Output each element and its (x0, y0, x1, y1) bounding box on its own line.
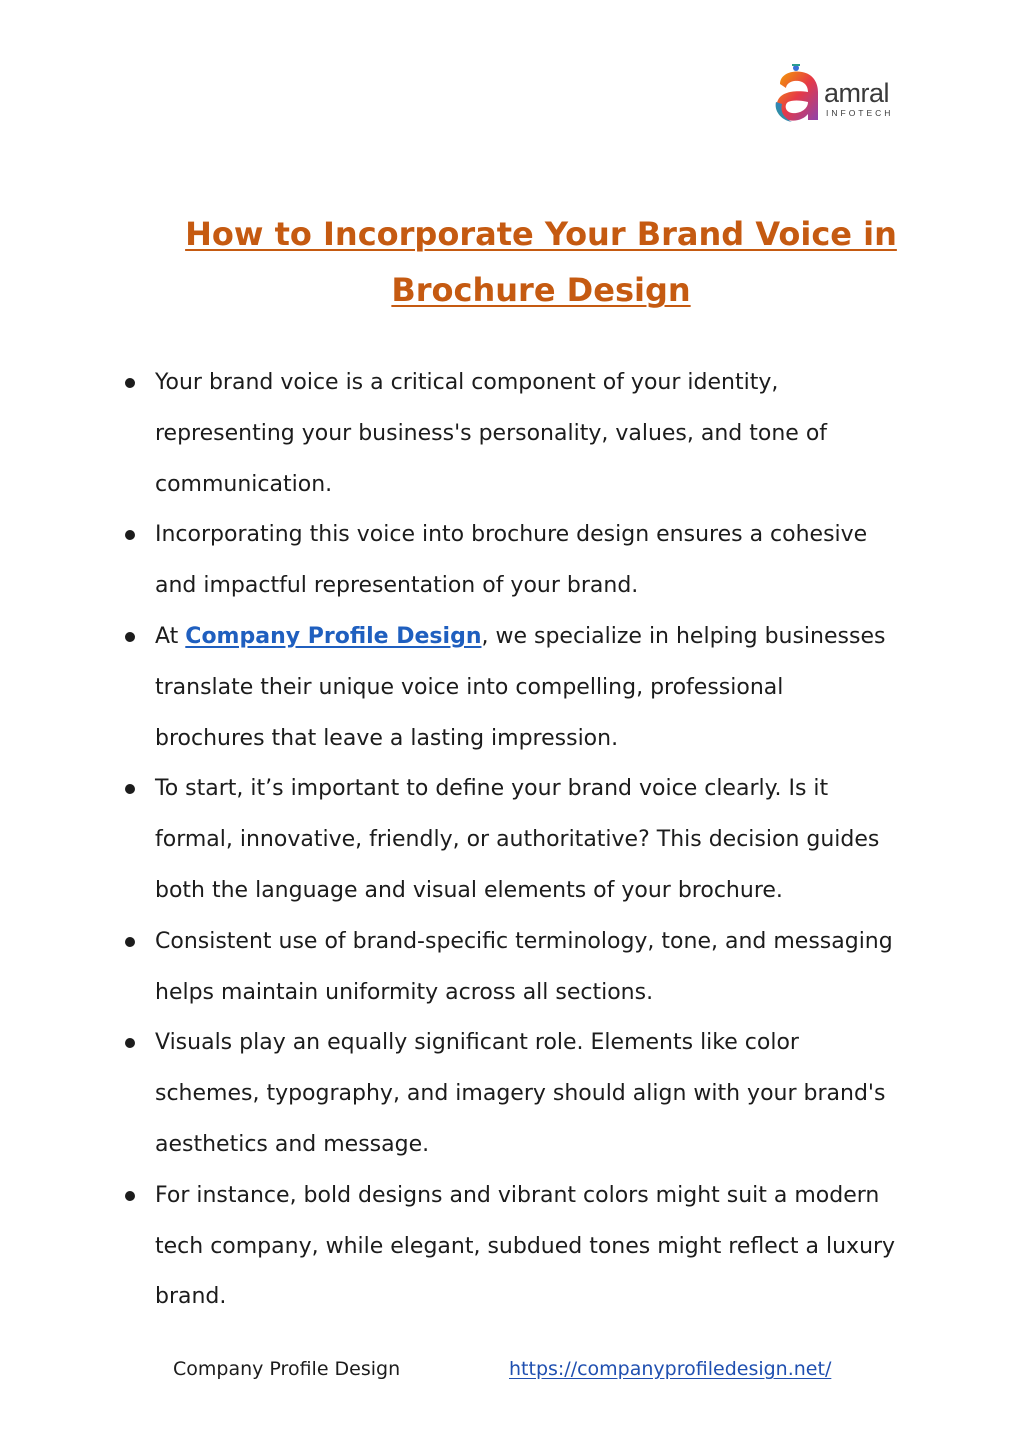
bullet-line: tech company, while elegant, subdued tones might reflect a luxury (155, 1233, 896, 1259)
bullet-dot-icon (125, 937, 135, 947)
bullet-line: both the language and visual elements of your brochure. (155, 877, 783, 903)
bullet-line: helps maintain uniformity across all sections. (155, 979, 654, 1005)
bullet-dot-icon (125, 784, 135, 794)
bullet-line: To start, it’s important to define your brand voice clearly. Is it (155, 776, 829, 802)
document-title (120, 206, 962, 318)
list-item (122, 1171, 922, 1323)
list-item (122, 510, 922, 612)
amral-logo-mark-icon (770, 62, 826, 126)
bullet-dot-icon (125, 1038, 135, 1048)
bullet-line (155, 612, 922, 663)
bullet-line: For instance, bold designs and vibrant colors might suit a modern (155, 1182, 880, 1208)
list-item (122, 764, 922, 916)
bullet-line: representing your business's personality, values, and tone of (155, 420, 828, 446)
title-line-2: Brochure Design (391, 271, 691, 309)
bullet-line: Consistent use of brand-specific terminology, tone, and messaging (155, 928, 893, 954)
bullet-dot-icon (125, 1191, 135, 1201)
list-item (122, 1018, 922, 1170)
list-item (122, 612, 922, 764)
bullet-dot-icon (125, 530, 135, 540)
company-logo[interactable] (770, 58, 905, 128)
bullet-prefix: At (155, 623, 186, 649)
list-item (122, 917, 922, 1019)
bullet-dot-icon (125, 378, 135, 388)
title-line-1: How to Incorporate Your Brand Voice in (185, 215, 897, 253)
bullet-line: brand. (155, 1284, 227, 1310)
bullet-line: communication. (155, 471, 333, 497)
bullet-line: Visuals play an equally significant role. Elements like color (155, 1030, 799, 1056)
bullet-line: brochures that leave a lasting impression. (155, 725, 619, 751)
bullet-line: translate their unique voice into compelling, professional (155, 674, 784, 700)
bullet-line: Your brand voice is a critical component of your identity, (155, 370, 779, 395)
bullet-suffix: , we specialize in helping businesses (481, 623, 886, 649)
bullet-list (122, 358, 922, 1323)
footer-website-link[interactable]: https://companyprofiledesign.net/ (509, 1358, 832, 1380)
logo-wordmark: amral (824, 78, 890, 108)
list-item (122, 358, 922, 510)
bullet-dot-icon (125, 632, 135, 642)
bullet-line: schemes, typography, and imagery should align with your brand's (155, 1081, 886, 1107)
bullet-line: formal, innovative, friendly, or authoritative? This decision guides (155, 827, 880, 853)
logo-tagline: INFOTECH (826, 108, 894, 118)
company-profile-design-link[interactable]: Company Profile Design (185, 623, 482, 649)
bullet-line: aesthetics and message. (155, 1131, 430, 1157)
footer-company-name: Company Profile Design (173, 1358, 401, 1380)
bullet-line: Incorporating this voice into brochure design ensures a cohesive (155, 522, 868, 548)
bullet-line: and impactful representation of your brand. (155, 573, 639, 599)
